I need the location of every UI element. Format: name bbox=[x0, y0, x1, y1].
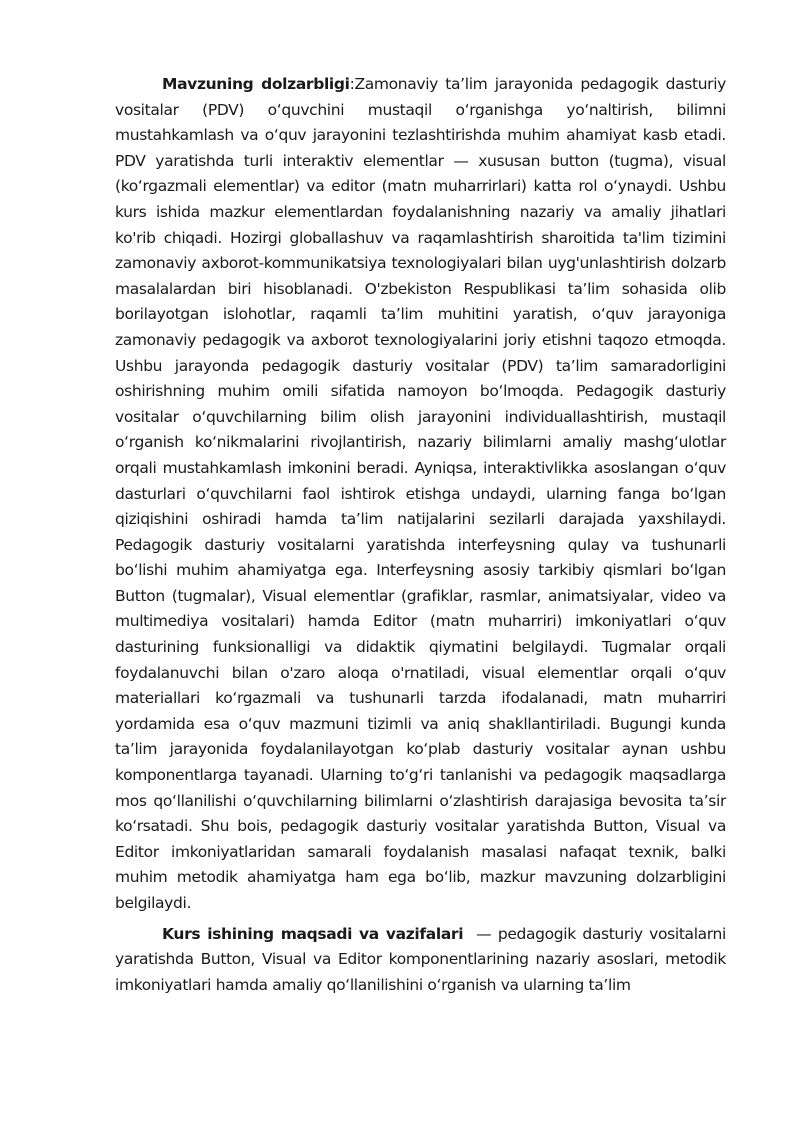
paragraph-text-goals: — pedagogik dasturiy vositalarni yaratishda Button, Visual va Editor komponentlarining nazariy asoslari, metodik imkoniyatlari hamda amaliy qoʻllanilishini oʻrganish va ularning ta’lim bbox=[115, 924, 731, 994]
paragraph-relevance bbox=[115, 72, 726, 917]
paragraph-heading-goals: Kurs ishining maqsadi va vazifalari bbox=[162, 924, 464, 943]
paragraph-heading-relevance: Mavzuning dolzarbligi bbox=[162, 75, 350, 93]
paragraph-goals bbox=[115, 922, 731, 999]
document-body bbox=[115, 72, 731, 998]
paragraph-text-relevance: :Zamonaviy ta’lim jarayonida pedagogik dasturiy vositalar (PDV) oʻquvchini mustaqil oʻrganishga yoʻnaltirish, bilimni mustahkamlash va oʻquv jarayonini tezlashtirishda muhim ahamiyat kasb etadi. PDV yaratishda turli interaktiv elementlar — xususan button (tugma), visual (koʻrgazmali elementlar) va editor (matn muharrirlari) katta rol oʻynaydi. Ushbu kurs ishida mazkur elementlardan foydalanishning nazariy va amaliy jihatlari ko'rib chiqadi. Hozirgi globallashuv va raqamlashtirish sharoitida ta'lim tizimini zamonaviy axborot-kommunikatsiya texnologiyalari bilan uyg'unlashtirish dolzarb masalalardan biri hisoblanadi. O'zbekiston Respublikasi ta’lim sohasida olib borilayotgan islohotlar, raqamli ta’lim muhitini yaratish, oʻquv jarayoniga zamonaviy pedagogik va axborot texnologiyalarini joriy etishni taqozo etmoqda. Ushbu jarayonda pedagogik dasturiy vositalar (PDV) ta’lim samaradorligini oshirishning muhim omili sifatida namoyon boʻlmoqda. Pedagogik dasturiy vositalar oʻquvchilarning bilim olish jarayonini individuallashtirish, mustaqil oʻrganish koʻnikmalarini rivojlantirish, nazariy bilimlarni amaliy mashgʻulotlar orqali mustahkamlash imkonini beradi. Ayniqsa, interaktivlikka asoslangan oʻquv dasturlari oʻquvchilarni faol ishtirok etishga undaydi, ularning fanga boʻlgan qiziqishini oshiradi hamda ta’lim natijalarini sezilarli darajada yaxshilaydi. Pedagogik dasturiy vositalarni yaratishda interfeysning qulay va tushunarli boʻlishi muhim ahamiyatga ega. Interfeysning asosiy tarkibiy qismlari boʻlgan Button (tugmalar), Visual elementlar (grafiklar, rasmlar, animatsiyalar, video va multimediya vositalari) hamda Editor (matn muharriri) imkoniyatlari oʻquv dasturining funksionalligi va didaktik qiymatini belgilaydi. Tugmalar orqali foydalanuvchi bilan o'zaro aloqa o'rnatiladi, visual elementlar orqali oʻquv materiallari koʻrgazmali va tushunarli tarzda ifodalanadi, matn muharriri yordamida esa oʻquv mazmuni tizimli va aniq shakllantiriladi. Bugungi kunda ta’lim jarayonida foydalanilayotgan koʻplab dasturiy vositalar aynan ushbu komponentlarga tayanadi. Ularning toʻgʻri tanlanishi va pedagogik maqsadlarga mos qoʻllanilishi oʻquvchilarning bilimlarni oʻzlashtirish darajasiga bevosita ta’sir koʻrsatadi. Shu bois, pedagogik dasturiy vositalar yaratishda Button, Visual va Editor imkoniyatlaridan samarali foydalanish masalasi nafaqat texnik, balki muhim metodik ahamiyatga ham ega boʻlib, mazkur mavzuning dolzarbligini belgilaydi. bbox=[115, 75, 726, 912]
